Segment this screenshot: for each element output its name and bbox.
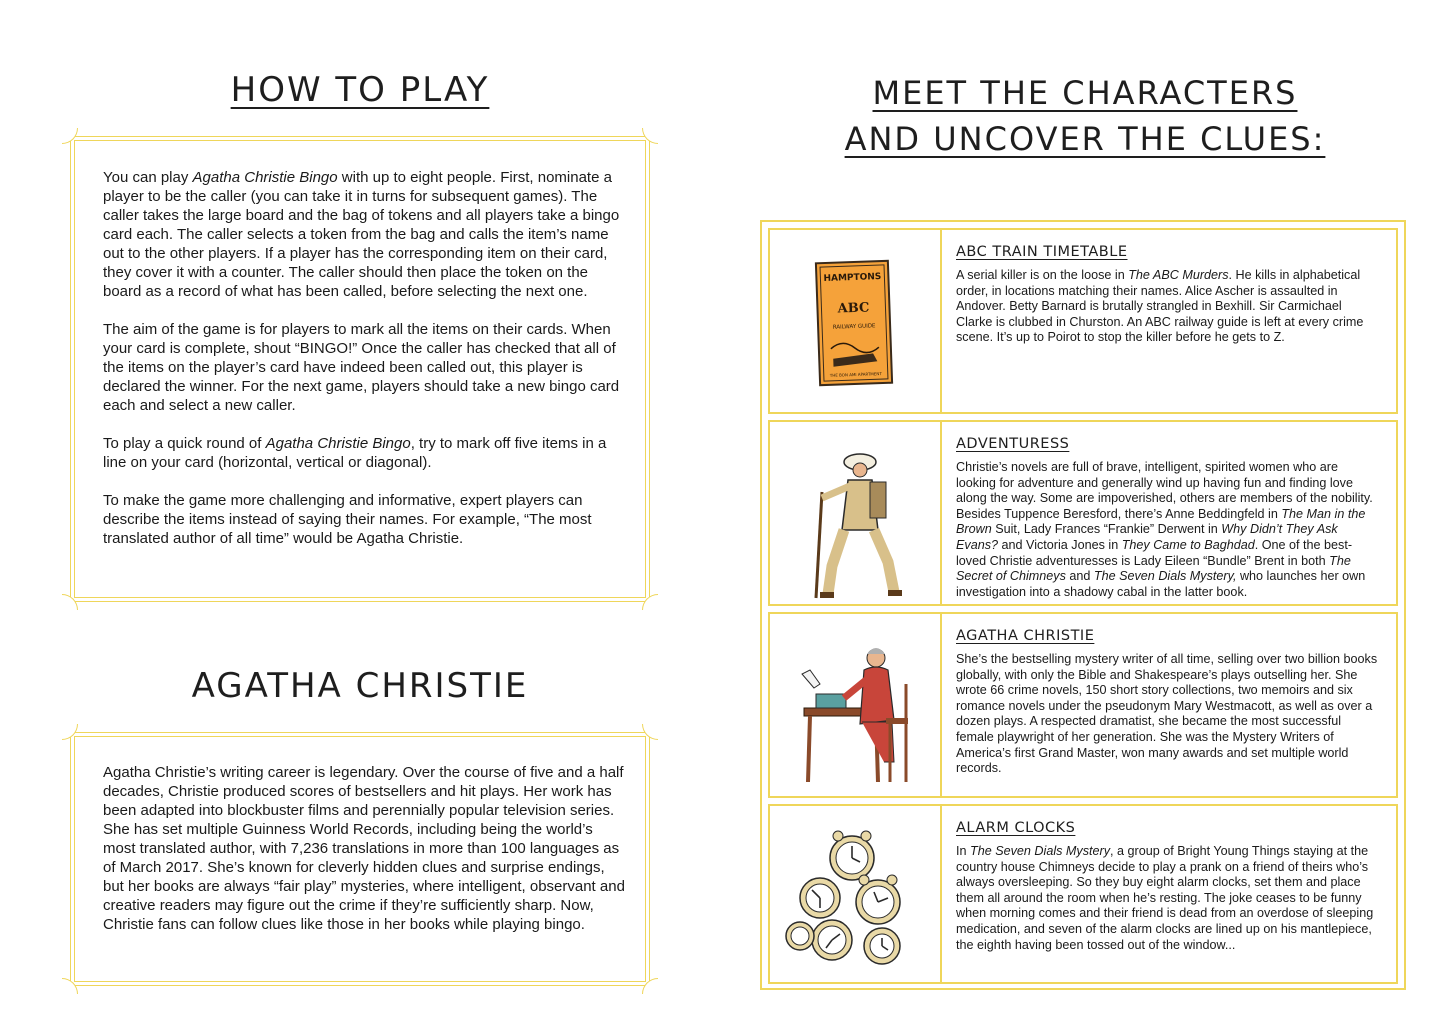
agatha-christie-text xyxy=(103,763,625,934)
agatha-christie-title: AGATHA CHRISTIE xyxy=(191,666,529,706)
how-to-play-paragraph-4: To make the game more challenging and informative, expert players can describe the items instead of saying their names. For example, “The most translated author of all time” would be Agatha Christie. xyxy=(103,492,592,547)
how-to-play-paragraph-1: You can play Agatha Christie Bingo with up to eight people. First, nominate a player to be the caller (you can take it in turns for subsequent games). The caller takes the large board and the bag of tokens and all players take a bingo card each. The caller selects a token from the bag and calls the item’s name out to the other players. If a player has the corresponding item on their card, they cover it with a counter. The caller should then place the token on the board as a record of what has been called, before selecting the next one. xyxy=(103,169,620,300)
meet-the-characters-title xyxy=(780,70,1390,162)
character-description: Christie’s novels are full of brave, intelligent, spirited women who are looking for adventure and generally wind up having fun and finding love along the way. Some are impoverished, others are members of the nobility. Besides Tuppence Beresford, there’s Anne Beddingfeld in The Man in the Brown Suit, Lady Frances “Frankie” Derwent in Why Didn’t They Ask Evans? and Victoria Jones in They Came to Baghdad. One of the best-loved Christie adventuresses is Lady Eileen “Bundle” Brent in both The Secret of Chimneys and The Seven Dials Mystery, who launches her own investigation into a shadowy cabal in the latter book. xyxy=(956,460,1373,599)
character-description: She’s the bestselling mystery writer of all time, selling over two billion books globally, with only the Bible and Shakespeare’s plays outselling her. She wrote 66 crime novels, 150 short story collections, two memoirs and six romance novels under the pseudonym Mary Westmacott, as well as over a dozen plays. A respected dramatist, she became the most successful female playwright of her generation. She was the Mystery Writers of America’s first Grand Master, won many awards and set multiple world records. xyxy=(956,652,1378,776)
how-to-play-paragraph-3: To play a quick round of Agatha Christie Bingo, try to mark off five items in a line on your card (horizontal, vertical or diagonal). xyxy=(103,435,607,471)
abc-railway-guide-icon xyxy=(770,230,940,412)
svg-text:RAILWAY GUIDE: RAILWAY GUIDE xyxy=(832,323,876,331)
character-text xyxy=(956,820,1380,953)
svg-text:THE BON AMI APARTMENT: THE BON AMI APARTMENT xyxy=(829,371,882,378)
character-image-cell xyxy=(770,422,942,604)
agatha-at-typewriter-icon xyxy=(770,614,940,796)
character-name: ABC TRAIN TIMETABLE xyxy=(956,244,1128,260)
character-image-cell xyxy=(770,230,942,412)
character-description: A serial killer is on the loose in The ABC Murders. He kills in alphabetical order, in locations matching their names. Alice Ascher is assaulted in Andover. Betty Barnard is brutally strangled in Bexhill. Sir Carmichael Clarke is clubbed in Churston. An ABC railway guide is left at every crime scene. It’s up to Poirot to stop the killer before he gets to Z. xyxy=(956,268,1364,345)
character-name: ALARM CLOCKS xyxy=(956,820,1076,836)
character-row-adventuress xyxy=(768,420,1398,606)
character-row-alarm-clocks xyxy=(768,804,1398,984)
title-line-1: MEET THE CHARACTERS xyxy=(872,74,1298,112)
how-to-play-title: HOW TO PLAY xyxy=(230,70,490,110)
alarm-clocks-icon xyxy=(770,806,940,982)
how-to-play-paragraph-2: The aim of the game is for players to mark all the items on their cards. When your card is complete, shout “BINGO!” Once the caller has checked that all of the items on the player’s card have indeed been called out, this player is declared the winner. For the next game, players should take a new bingo card each and select a new caller. xyxy=(103,321,620,414)
character-text xyxy=(956,436,1380,600)
adventuress-icon xyxy=(770,422,940,604)
svg-text:HAMPTONS: HAMPTONS xyxy=(823,272,882,285)
svg-text:ABC: ABC xyxy=(837,300,870,317)
how-to-play-text xyxy=(103,168,625,548)
character-row-agatha-christie xyxy=(768,612,1398,798)
character-image-cell xyxy=(770,806,942,982)
agatha-christie-paragraph: Agatha Christie’s writing career is legendary. Over the course of five and a half decades, Christie produced scores of bestsellers and hit plays. Her work has been adapted into blockbuster films and perennially popular television series. She has set multiple Guinness World Records, including being the world’s most translated author, with 7,236 translations in more than 100 languages as of March 2017. She’s known for cleverly hidden clues and surprise endings, but her books are always “fair play” mysteries, where intelligent, observant and creative readers may figure out the crime if they’re sufficiently sharp. Now, Christie fans can follow clues like those in her books while playing bingo. xyxy=(103,764,625,933)
title-line-2: AND UNCOVER THE CLUES: xyxy=(844,120,1326,158)
character-text xyxy=(956,244,1380,346)
character-image-cell xyxy=(770,614,942,796)
character-name: ADVENTURESS xyxy=(956,436,1070,452)
character-name: AGATHA CHRISTIE xyxy=(956,628,1095,644)
character-text xyxy=(956,628,1380,777)
character-grid xyxy=(760,220,1406,990)
character-row-abc-train-timetable xyxy=(768,228,1398,414)
character-description: In The Seven Dials Mystery, a group of Bright Young Things staying at the country house Chimneys decide to play a prank on a friend of theirs who’s always oversleeping. So they buy eight alarm clocks, set them and place them all around the room when he’s resting. The joke ceases to be funny when morning comes and their friend is dead from an overdose of sleeping medication, and seven of the alarm clocks are lined up on his mantlepiece, the eighth having been tossed out of the window... xyxy=(956,844,1374,952)
